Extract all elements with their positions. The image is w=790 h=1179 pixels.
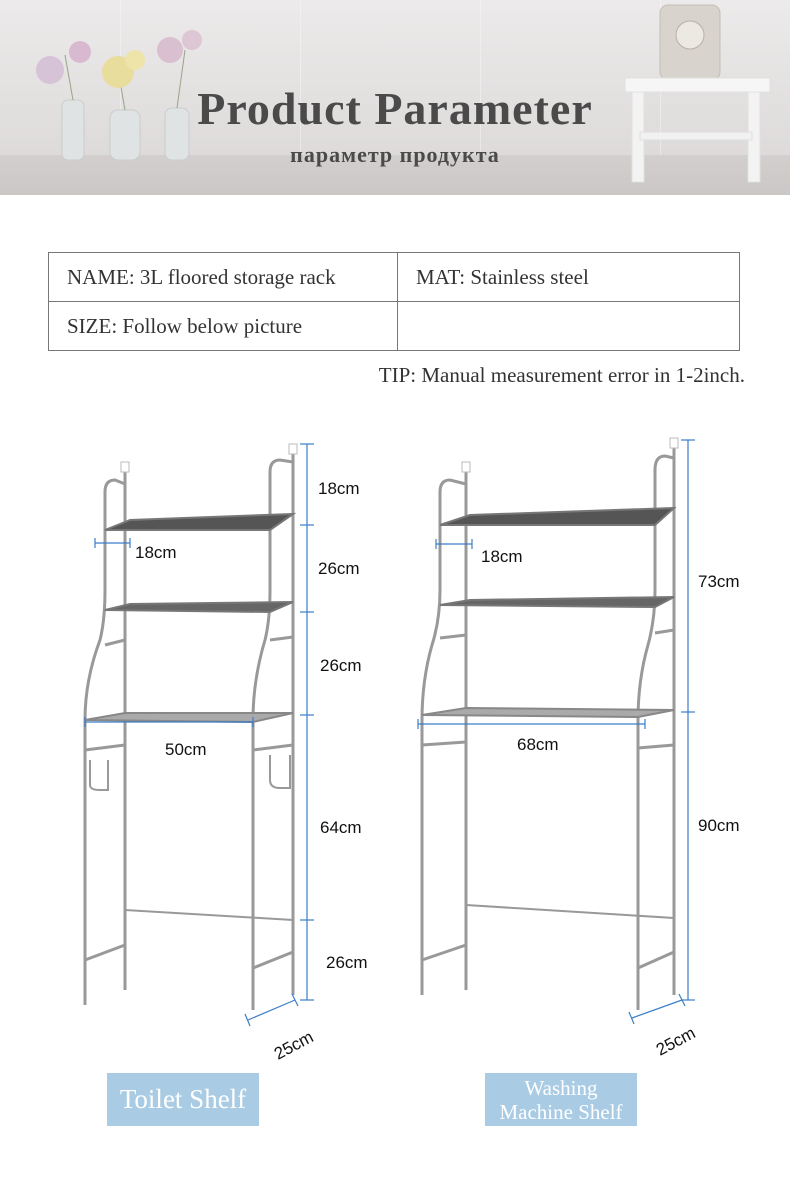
washing-machine-shelf-label: [485, 1073, 637, 1126]
param-size: SIZE: Follow below picture: [49, 302, 398, 351]
dim-depth: 25cm: [270, 1027, 317, 1064]
parameter-table: [48, 252, 740, 351]
param-empty-cell: [398, 302, 740, 351]
washing-dimension-lines: [418, 440, 695, 1024]
dim-bottom-height: 26cm: [326, 953, 368, 972]
dim-depth: 25cm: [652, 1023, 699, 1060]
dim-shelf-depth: 18cm: [481, 547, 523, 566]
toilet-shelf-label: Toilet Shelf: [107, 1073, 259, 1126]
dim-width: 68cm: [517, 735, 559, 754]
table-row: [49, 253, 740, 302]
measurement-tip: TIP: Manual measurement error in 1-2inch.: [378, 363, 745, 387]
toilet-dimension-labels: [135, 479, 368, 1064]
dim-upper-height: 73cm: [698, 572, 740, 591]
washing-label-line2: Machine Shelf: [499, 1100, 623, 1124]
page-title: Product Parameter: [197, 83, 593, 134]
dim-shelf-depth: 18cm: [135, 543, 177, 562]
dim-gap-middle: 26cm: [320, 656, 362, 675]
header-banner: [0, 0, 790, 195]
toilet-shelf-image: [85, 444, 297, 1010]
washing-label-line1: Washing: [524, 1076, 598, 1100]
shelf-dimension-drawing: [0, 430, 790, 1070]
toilet-dimension-lines: [85, 444, 314, 1026]
dim-lower-height: 90cm: [698, 816, 740, 835]
param-name: NAME: 3L floored storage rack: [49, 253, 398, 302]
washing-dimension-labels: [481, 547, 740, 1060]
dim-lower-height: 64cm: [320, 818, 362, 837]
dim-top-height: 18cm: [318, 479, 360, 498]
dim-width: 50cm: [165, 740, 207, 759]
table-row: [49, 302, 740, 351]
param-material: MAT: Stainless steel: [398, 253, 740, 302]
dim-gap-upper: 26cm: [318, 559, 360, 578]
page-subtitle: параметр продукта: [290, 142, 500, 167]
